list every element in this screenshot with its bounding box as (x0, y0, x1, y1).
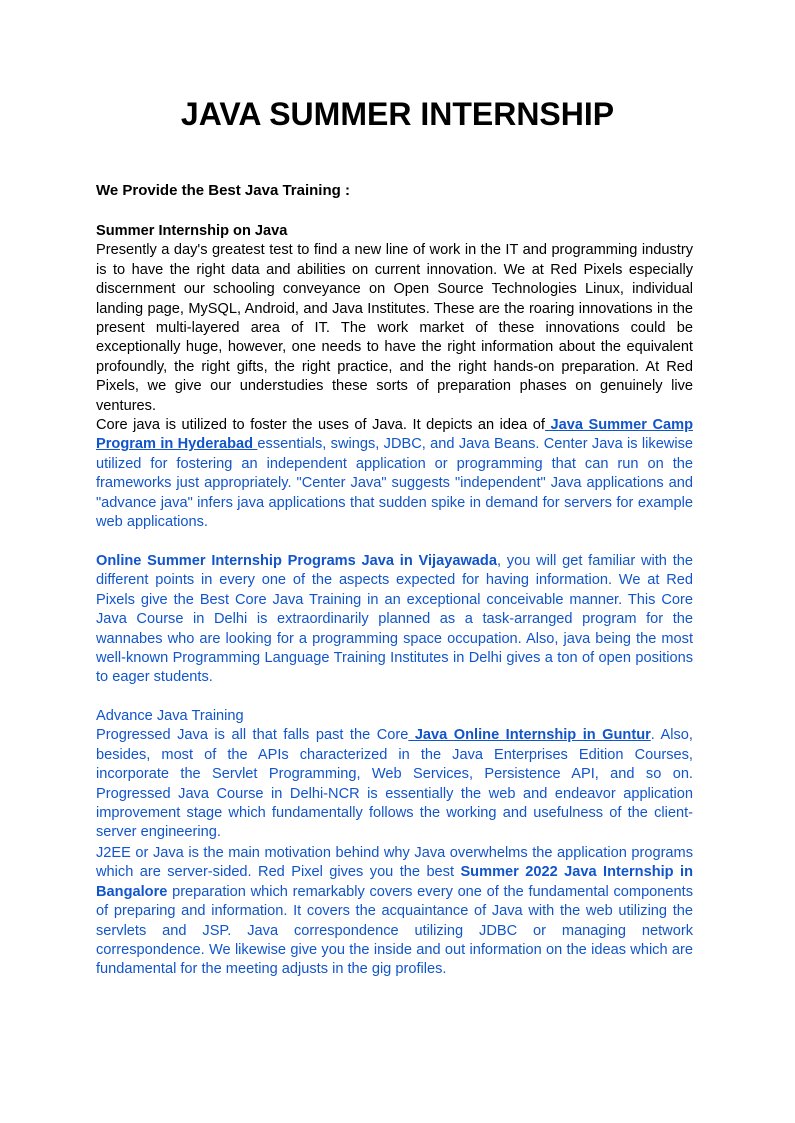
bold-phrase: Online Summer Internship Programs Java in Vijayawada (96, 553, 497, 569)
subheading-advance-java: Advance Java Training (96, 708, 244, 724)
paragraph-text: . Also, besides, most of the APIs characterized in the Java Enterprises Edition Courses, incorporate the Servlet Programming, Web Services, Persistence API, and so on. Progressed Java Course in Delhi-NCR is essentially the web and endeavor application improvement stage which fundamentally follows the working and usefulness of the client-server engineering. (96, 727, 693, 841)
subheading-summer-internship: Summer Internship on Java (96, 223, 288, 239)
paragraph-text: J2EE or Java is the main motivation behind why Java overwhelms the application programs which are server-sided. Red Pixel gives you the best (96, 845, 693, 881)
paragraph-summer-internship (96, 222, 693, 416)
paragraph-text: Progressed Java is all that falls past the Core (96, 727, 409, 744)
link-java-summer-camp[interactable]: Java Summer Camp Program in Hyderabad (96, 417, 693, 453)
link-java-online-internship[interactable]: Java Online Internship in Guntur (408, 727, 651, 744)
paragraph-advance-java (96, 707, 693, 843)
paragraph-text: essentials, swings, JDBC, and Java Beans. Center Java is likewise utilized for fostering an independent application or programming that can run on the frameworks just appropriately. "Center Java" suggests "independent" Java applications and "advance java" infers java applications that sudden spike in demand for servers for example web applications. (96, 436, 694, 531)
paragraph-text: preparation which remarkably covers every one of the fundamental components of preparing and information. It covers the acquaintance of Java with the web utilizing the servlets and JSP. Java correspondence utilizing JDBC or managing network correspondence. We likewise give you the inside and out information on the ideas which are fundamental for the meeting adjusts in the gig profiles. (96, 883, 693, 978)
page-title: JAVA SUMMER INTERNSHIP (180, 96, 615, 132)
bold-phrase: Summer 2022 Java Internship in Bangalore (96, 864, 693, 900)
section-heading: We Provide the Best Java Training : (96, 182, 350, 199)
paragraph-core-java (96, 416, 693, 532)
paragraph-j2ee (96, 844, 693, 980)
paragraph-text: Presently a day's greatest test to find a new line of work in the IT and programming industry is to have the right data and abilities on current innovation. We at Red Pixels especially discernment our schooling conveyance on Open Source Technologies Linux, individual landing page, MySQL, Android, and Java Institutes. These are the roaring innovations in the present multi-layered area of IT. The work market of these innovations could be exceptionally huge, however, one needs to have the right information about the equivalent profoundly, the right gifts, the right practice, and the right hands-on preparation. At Red Pixels, we give our understudies these sorts of preparation phases on genuinely live ventures. (96, 242, 693, 414)
paragraph-text: , you will get familiar with the different points in every one of the aspects expected for having information. We at Red Pixels give the Best Core Java Training in an exceptional conceivable manner. This Core Java Course in Delhi is extraordinarily planned as a task-arranged program for the wannabes who are looking for a programming space occupation. Also, java being the most well-known Programming Language Training Institutes in Delhi gives a ton of open positions to eager students. (96, 553, 693, 686)
paragraph-online-internship (96, 552, 693, 688)
paragraph-text: Core java is utilized to foster the uses of Java. It depicts an idea of (96, 417, 545, 433)
